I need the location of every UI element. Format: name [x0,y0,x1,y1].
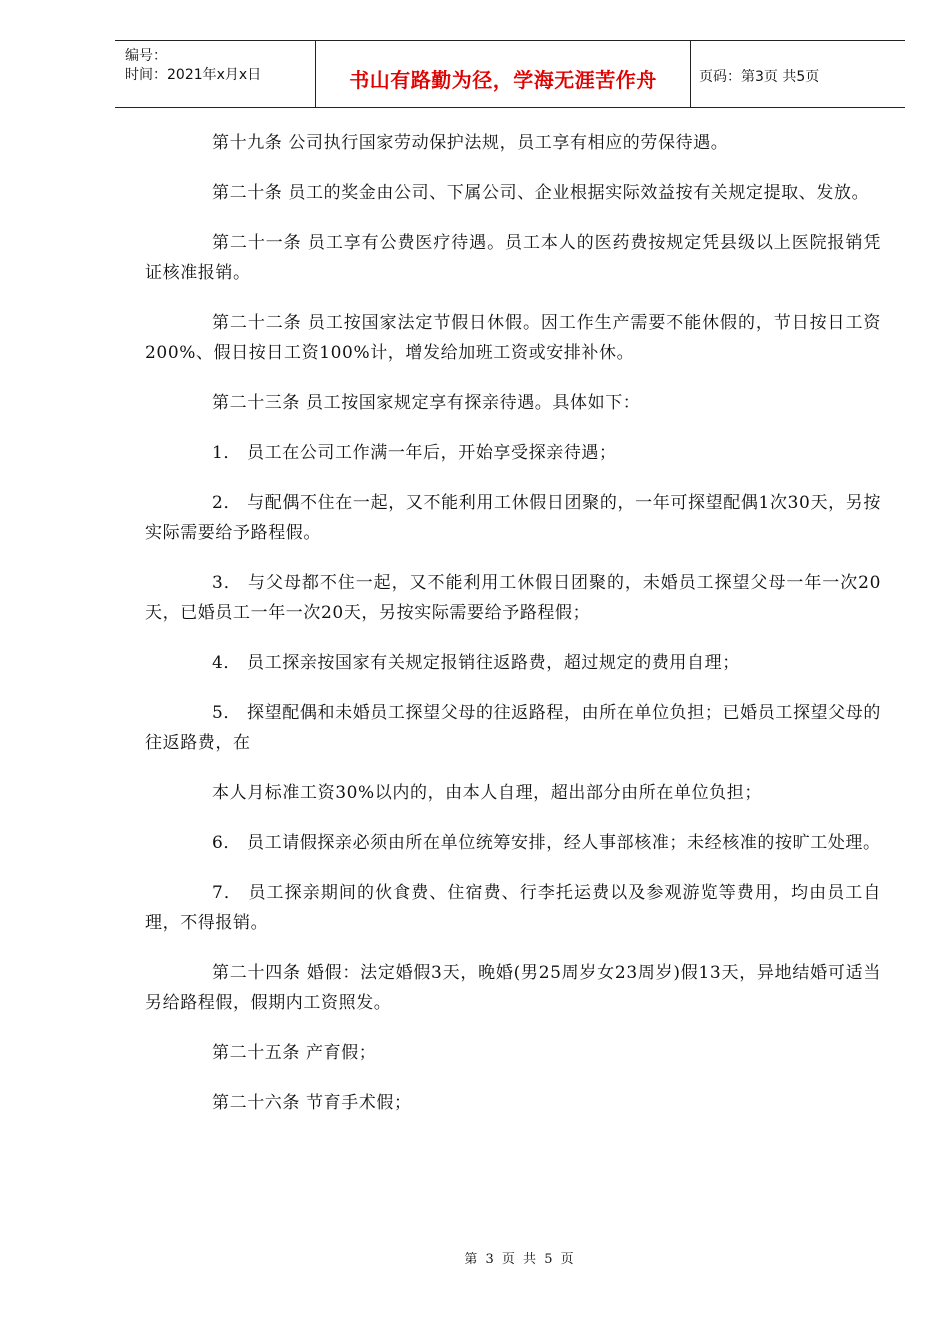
paragraph: 第二十三条 员工按国家规定享有探亲待遇。具体如下： [212,393,641,413]
list-item: 1． 员工在公司工作满一年后，开始享受探亲待遇； [212,443,617,463]
document-number-label: 编号： [125,48,167,64]
list-item: 7． 员工探亲期间的伙食费、住宿费、行李托运费以及参观游览等费用，均由员工自理，不得报销。 [145,883,881,933]
paragraph: 第二十五条 产育假； [212,1043,377,1063]
header-page-label: 页码：第3页 共5页 [699,69,820,85]
document-header [115,40,905,108]
paragraph: 第二十六条 节育手术假； [212,1093,412,1113]
paragraph: 第二十一条 员工享有公费医疗待遇。员工本人的医药费按规定凭县级以上医院报销凭证核准报销。 [145,233,881,283]
paragraph: 第二十四条 婚假：法定婚假3天，晚婚(男25周岁女23周岁)假13天，异地结婚可适当另给路程假，假期内工资照发。 [145,963,881,1013]
list-item: 2． 与配偶不住在一起，又不能利用工休假日团聚的，一年可探望配偶1次30天，另按实际需要给予路程假。 [145,493,881,543]
document-time-label: 时间：2021年x月x日 [125,67,262,83]
header-page-cell [691,41,905,107]
list-item: 4． 员工探亲按国家有关规定报销往返路费，超过规定的费用自理； [212,653,740,673]
list-item: 3． 与父母都不住一起，又不能利用工休假日团聚的，未婚员工探望父母一年一次20天，已婚员工一年一次20天，另按实际需要给予路程假； [145,573,881,623]
paragraph: 第二十二条 员工按国家法定节假日休假。因工作生产需要不能休假的，节日按日工资200%、假日按日工资100%计，增发给加班工资或安排补休。 [145,313,881,363]
header-motto: 书山有路勤为径，学海无涯苦作舟 [349,68,657,92]
list-item: 6． 员工请假探亲必须由所在单位统筹安排，经人事部核准；未经核准的按旷工处理。 [212,833,881,853]
document-body [145,128,881,1138]
header-meta-cell [115,41,316,107]
list-item: 5． 探望配偶和未婚员工探望父母的往返路程，由所在单位负担；已婚员工探望父母的往返路费，在 [145,703,881,753]
paragraph: 本人月标准工资30%以内的，由本人自理，超出部分由所在单位负担； [212,783,762,803]
page-footer: 第 3 页 共 5 页 [464,1252,576,1267]
paragraph: 第十九条 公司执行国家劳动保护法规，员工享有相应的劳保待遇。 [212,133,729,153]
header-motto-cell [316,41,691,107]
paragraph: 第二十条 员工的奖金由公司、下属公司、企业根据实际效益按有关规定提取、发放。 [212,183,870,203]
